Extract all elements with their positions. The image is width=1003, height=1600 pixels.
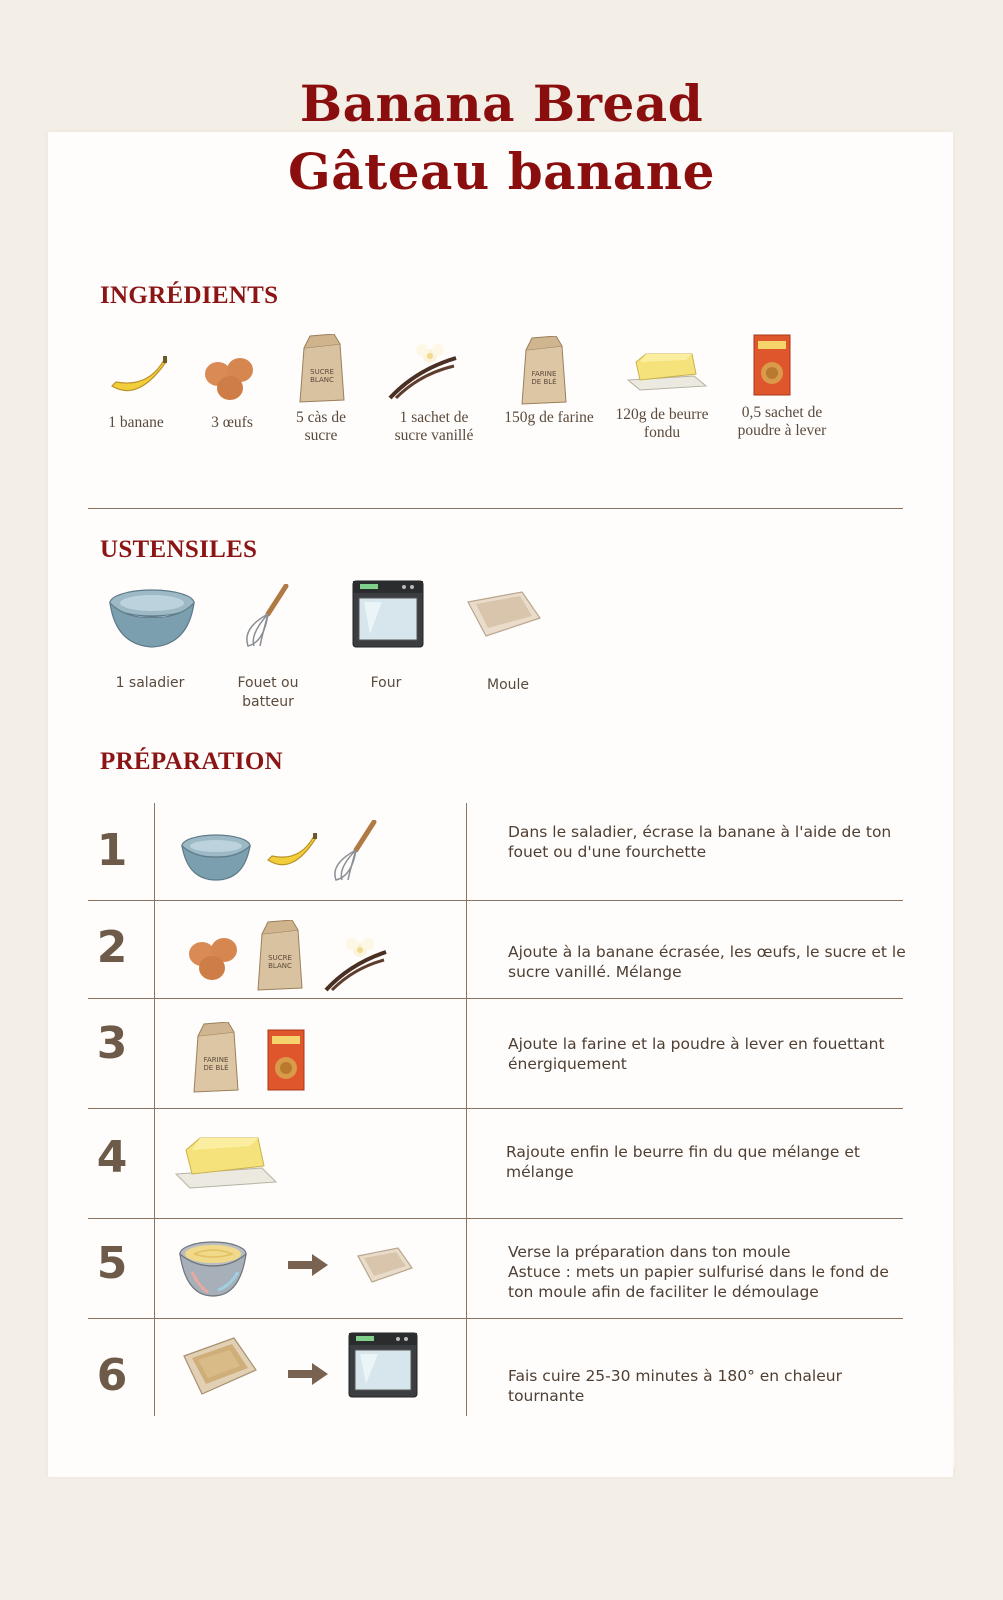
banana-icon <box>108 352 172 402</box>
filled-loaf-pan-icon <box>182 1336 258 1396</box>
step-number-divider <box>154 803 155 1416</box>
step-text: Fais cuire 25-30 minutes à 180° en chaleur tournante <box>508 1367 842 1405</box>
whisk-icon <box>330 820 378 884</box>
preparation-heading: PRÉPARATION <box>100 748 283 775</box>
ingredient-label: 120g de beurre fondu <box>615 406 709 441</box>
step-text-divider <box>466 803 467 1416</box>
utensils-heading: USTENSILES <box>100 536 258 563</box>
baking-powder-icon <box>752 333 792 397</box>
batter-bowl-icon <box>178 1238 248 1300</box>
svg-text:FARINE: FARINE <box>531 370 557 378</box>
utensil-label: 1 saladier <box>115 675 185 691</box>
title-english: Banana Bread <box>299 74 704 133</box>
utensil-label: Moule <box>486 677 530 693</box>
svg-text:SUCRE: SUCRE <box>268 954 292 962</box>
svg-text:DE BLÉ: DE BLÉ <box>531 378 557 386</box>
ingredient-label: 5 càs de sucre <box>296 409 346 444</box>
butter-icon <box>174 1134 278 1192</box>
sugar-bag-icon <box>254 920 306 992</box>
arrow-right-icon <box>288 1254 328 1276</box>
oven-icon <box>352 580 424 648</box>
svg-text:FARINE: FARINE <box>203 1056 229 1064</box>
step-number: 5 <box>96 1238 128 1289</box>
ingredients-heading: INGRÉDIENTS <box>100 282 279 309</box>
step-divider <box>88 1108 903 1109</box>
bowl-icon <box>108 585 196 649</box>
step-text: Verse la préparation dans ton moule Astuce : mets un papier sulfurisé dans le fond de ton moule afin de faciliter le démoulage <box>508 1243 889 1301</box>
arrow-right-icon <box>288 1363 328 1385</box>
sugar-bag-icon <box>296 334 348 404</box>
step-text: Ajoute à la banane écrasée, les œufs, le sucre et le sucre vanillé. Mélange <box>508 943 906 981</box>
section-divider <box>88 508 903 509</box>
bowl-icon <box>180 832 252 882</box>
title-french: Gâteau banane <box>288 142 715 201</box>
baking-powder-icon <box>266 1028 306 1092</box>
step-divider <box>88 1218 903 1219</box>
step-text: Rajoute enfin le beurre fin du que mélange et mélange <box>506 1143 860 1181</box>
whisk-icon <box>240 584 290 650</box>
eggs-icon <box>200 354 260 404</box>
ingredient-label: 0,5 sachet de poudre à lever <box>737 404 827 439</box>
utensil-label: Four <box>370 675 402 691</box>
step-text: Dans le saladier, écrase la banane à l'aide de ton fouet ou d'une fourchette <box>508 823 892 861</box>
svg-text:BLANC: BLANC <box>268 962 292 970</box>
step-number: 3 <box>96 1018 128 1069</box>
ingredient-label: 1 sachet de sucre vanillé <box>394 409 474 444</box>
utensil-label: Fouet ou batteur <box>237 675 299 710</box>
step-text: Ajoute la farine et la poudre à lever en fouettant énergiquement <box>508 1035 885 1073</box>
step-number: 1 <box>96 825 128 876</box>
ingredient-label: 150g de farine <box>504 409 594 426</box>
step-divider <box>88 998 903 999</box>
step-number: 2 <box>96 922 128 973</box>
step-number: 6 <box>96 1350 128 1401</box>
step-divider <box>88 1318 903 1319</box>
ingredient-label: 3 œufs <box>211 414 253 431</box>
banana-icon <box>264 830 322 876</box>
eggs-icon <box>184 932 244 984</box>
svg-text:SUCRE: SUCRE <box>310 368 334 376</box>
butter-icon <box>626 350 708 394</box>
step-divider <box>88 900 903 901</box>
oven-icon <box>348 1332 418 1398</box>
svg-text:BLANC: BLANC <box>310 376 334 384</box>
vanilla-icon <box>386 340 460 402</box>
flour-bag-icon <box>190 1022 242 1094</box>
svg-text:DE BLÉ: DE BLÉ <box>203 1064 229 1072</box>
step-number: 4 <box>96 1132 128 1183</box>
vanilla-icon <box>322 934 390 992</box>
loaf-pan-icon <box>356 1246 414 1286</box>
flour-bag-icon <box>518 336 570 406</box>
loaf-pan-icon <box>464 588 544 644</box>
ingredient-label: 1 banane <box>108 414 164 431</box>
